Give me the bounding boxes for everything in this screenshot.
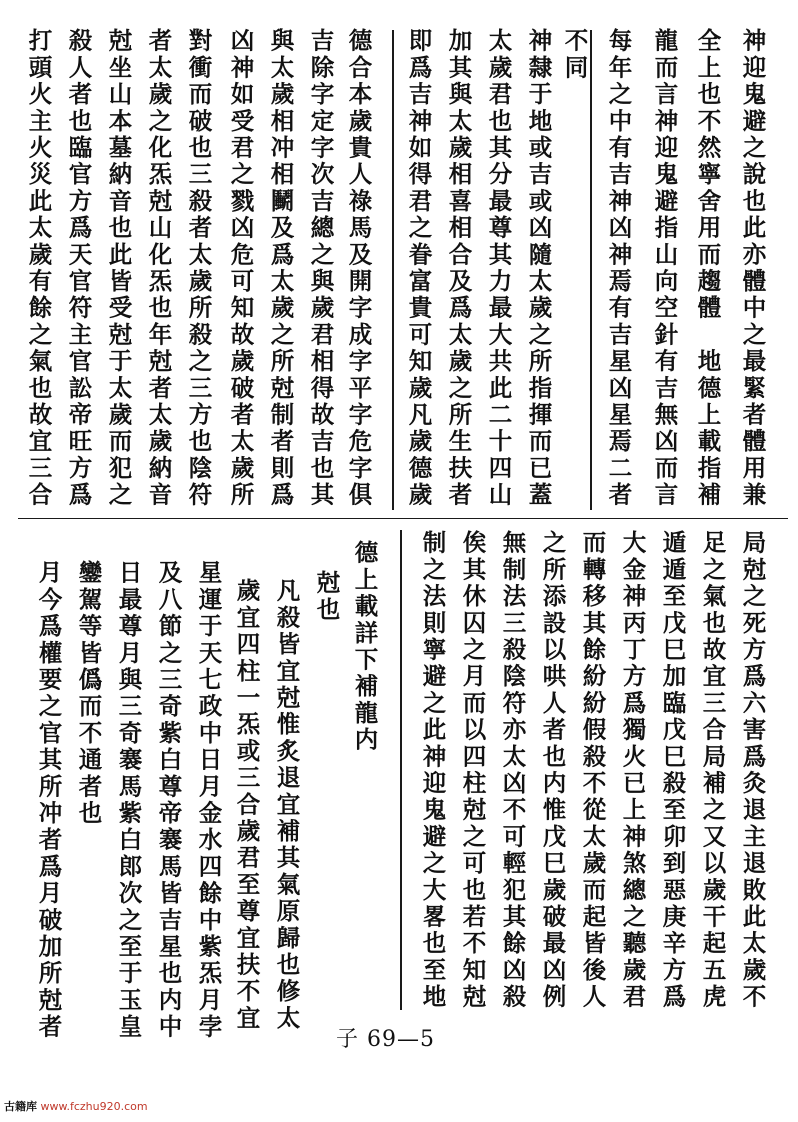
text-column: 日最尊月與三奇褰馬紫白郎次之至于玉皇 bbox=[114, 560, 143, 1041]
text-column: 每年之中有吉神凶神焉有吉星凶星焉二者 bbox=[604, 28, 633, 509]
text-column: 俟其休囚之月而以四柱尅之可也若不知尅 bbox=[458, 530, 487, 1011]
text-column: 歲宜四柱一炁或三合歲君至尊宜扶不宜 bbox=[232, 578, 261, 1032]
text-column: 德上載詳下補龍内 bbox=[350, 540, 379, 754]
text-column: 星運于天七政中日月金水四餘中紫炁月孛 bbox=[194, 560, 223, 1041]
text-column: 大金神丙丁方爲獨火已上神煞總之聽歲君 bbox=[618, 530, 647, 1011]
text-column: 制之法則寧避之此神迎鬼避之大畧也至地 bbox=[418, 530, 447, 1011]
text-column: 足之氣也故宜三合局補之又以歲干起五虎 bbox=[698, 530, 727, 1011]
text-column: 即爲吉神如得君之眷富貴可知歲凡歲德歲 bbox=[404, 28, 433, 509]
text-column: 打頭火主火災此太歲有餘之氣也故宜三合 bbox=[24, 28, 53, 509]
text-column: 凶神如受君之戮凶危可知故歲破者太歲所 bbox=[226, 28, 255, 509]
text-column: 月今爲權要之官其所冲者爲月破加所尅者 bbox=[34, 560, 63, 1041]
text-column: 無制法三殺陰符亦太凶不可輕犯其餘凶殺 bbox=[498, 530, 527, 1011]
text-column: 及八節之三奇紫白尊帝褰馬皆吉星也内中 bbox=[154, 560, 183, 1041]
text-column: 殺人者也臨官方爲天官符主官訟帝旺方爲 bbox=[64, 28, 93, 509]
text-column: 神迎鬼避之說也此亦體中之最緊者體用兼 bbox=[738, 28, 767, 509]
text-column: 太歲君也其分最尊其力最大共此二十四山 bbox=[484, 28, 513, 509]
footer-site-link[interactable]: www.fczhu920.com bbox=[40, 1100, 148, 1113]
text-column: 對衝而破也三殺者太歲所殺之三方也陰符 bbox=[184, 28, 213, 509]
text-column: 龍而言神迎鬼避指山向空針有吉無凶而言 bbox=[650, 28, 679, 509]
text-column: 德合本歲貴人祿馬及開字成字平字危字俱 bbox=[344, 28, 373, 509]
page-number: 子 69—5 bbox=[336, 1027, 435, 1052]
watermark-footer bbox=[4, 1098, 148, 1114]
text-column: 凡殺皆宜尅惟炙退宜補其氣原歸也修太 bbox=[272, 578, 301, 1032]
text-column: 而轉移其餘紛紛假殺不從太歲而起皆後人 bbox=[578, 530, 607, 1011]
column-divider bbox=[400, 530, 402, 1010]
text-column: 全上也不然寧舍用而趨體 地德上載指補 bbox=[693, 28, 722, 509]
text-column: 不同 bbox=[560, 28, 589, 82]
column-divider bbox=[392, 30, 394, 510]
column-divider bbox=[590, 30, 592, 510]
text-column: 尅坐山本墓納音也此皆受尅于太歲而犯之 bbox=[104, 28, 133, 509]
footer-brand: 古籍库 bbox=[4, 1100, 37, 1113]
text-column: 與太歲相冲相鬭及爲太歲之所尅制者則爲 bbox=[266, 28, 295, 509]
text-column: 吉除字定字次吉總之與歲君相得故吉也其 bbox=[306, 28, 335, 509]
text-column: 之所添設以哄人者也内惟戊巳歲破最凶例 bbox=[538, 530, 567, 1011]
section-divider bbox=[18, 518, 788, 519]
text-column: 加其與太歲相喜相合及爲太歲之所生扶者 bbox=[444, 28, 473, 509]
text-column: 鑾駕等皆僞而不通者也 bbox=[74, 560, 103, 827]
text-column: 遁遁至戊巳加臨戊巳殺至卯到惡庚辛方爲 bbox=[658, 530, 687, 1011]
text-column: 者太歲之化炁尅山化炁也年尅者太歲納音 bbox=[144, 28, 173, 509]
text-column: 局尅之死方爲六害爲灸退主退敗此太歲不 bbox=[738, 530, 767, 1011]
text-column: 尅也 bbox=[312, 570, 341, 624]
text-column: 神隸于地或吉或凶隨太歲之所指揮而已蓋 bbox=[524, 28, 553, 509]
